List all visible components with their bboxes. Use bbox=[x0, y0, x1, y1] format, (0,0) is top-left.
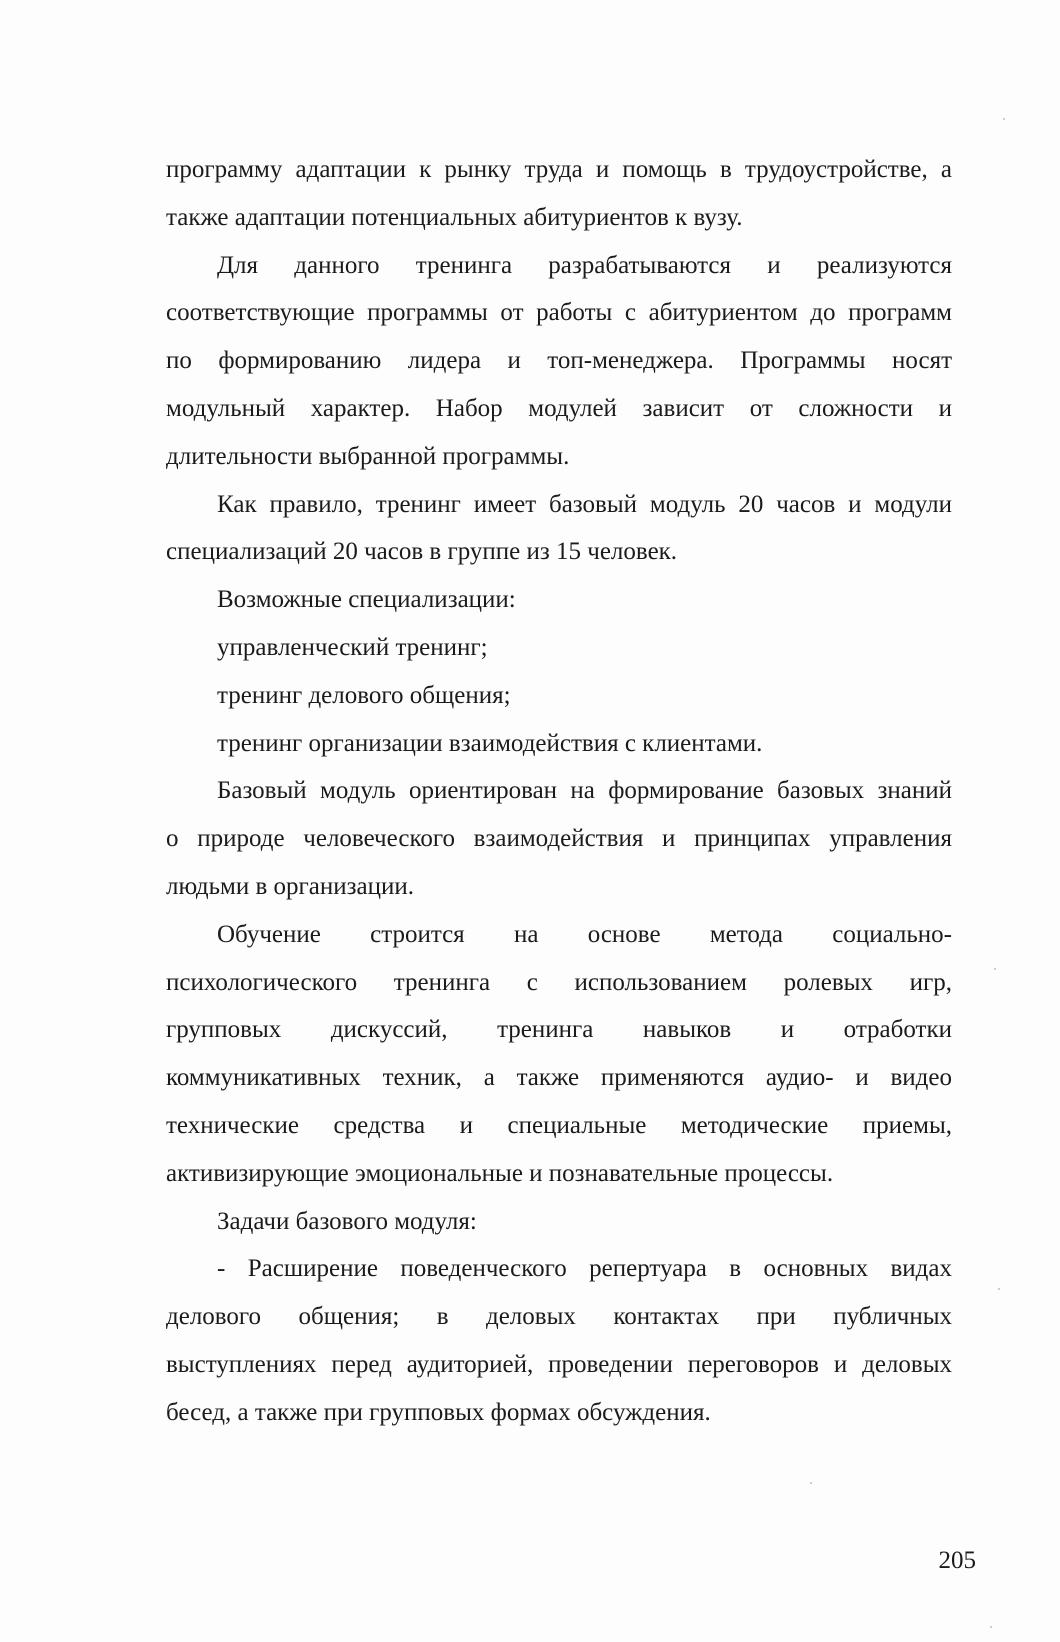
text-line: Обучение строится на основе метода социально- bbox=[217, 920, 952, 948]
text-line: длительности выбранной программы. bbox=[166, 442, 570, 470]
text-line: также адаптации потенциальных абитуриентов к вузу. bbox=[166, 203, 743, 231]
list-item: тренинг организации взаимодействия с клиентами. bbox=[217, 729, 763, 757]
scan-speck bbox=[810, 1482, 812, 1484]
text-line: технические средства и специальные методические приемы, bbox=[166, 1111, 952, 1139]
text-line: соответствующие программы от работы с абитуриентом до программ bbox=[166, 299, 952, 327]
scan-speck bbox=[990, 1626, 992, 1628]
text-line: выступлениях перед аудиторией, проведении переговоров и деловых bbox=[166, 1350, 952, 1378]
text-line: Для данного тренинга разрабатываются и реализуются bbox=[217, 251, 952, 279]
text-line: бесед, а также при групповых формах обсуждения. bbox=[166, 1398, 711, 1426]
text-line: психологического тренинга с использованием ролевых игр, bbox=[166, 968, 952, 996]
text-line: Задачи базового модуля: bbox=[217, 1207, 477, 1235]
text-line: людьми в организации. bbox=[166, 872, 414, 900]
text-line: активизирующие эмоциональные и познавательные процессы. bbox=[166, 1159, 834, 1187]
scan-speck bbox=[1003, 118, 1005, 120]
text-line: по формированию лидера и топ-менеджера. Программы носят bbox=[166, 347, 952, 375]
text-line: Базовый модуль ориентирован на формирование базовых знаний bbox=[217, 777, 952, 805]
list-item: управленческий тренинг; bbox=[217, 633, 488, 661]
text-line: коммуникативных техник, а также применяются аудио- и видео bbox=[166, 1064, 952, 1092]
text-line: Возможные специализации: bbox=[217, 586, 516, 614]
text-line: модульный характер. Набор модулей зависит от сложности и bbox=[166, 394, 952, 422]
body-text bbox=[166, 146, 952, 1437]
list-item: тренинг делового общения; bbox=[217, 681, 511, 709]
scan-speck bbox=[994, 968, 996, 970]
text-line: делового общения; в деловых контактах при публичных bbox=[166, 1303, 952, 1331]
text-line: - Расширение поведенческого репертуара в основных видах bbox=[217, 1255, 952, 1283]
page-number: 205 bbox=[938, 1547, 976, 1574]
text-line: групповых дискуссий, тренинга навыков и отработки bbox=[166, 1016, 952, 1044]
text-line: Как правило, тренинг имеет базовый модуль 20 часов и модули bbox=[217, 490, 952, 518]
text-line: специализаций 20 часов в группе из 15 человек. bbox=[166, 538, 678, 566]
text-line: программу адаптации к рынку труда и помощь в трудоустройстве, а bbox=[166, 156, 952, 183]
text-line: о природе человеческого взаимодействия и принципах управления bbox=[166, 825, 952, 853]
scan-speck bbox=[998, 1288, 1000, 1290]
